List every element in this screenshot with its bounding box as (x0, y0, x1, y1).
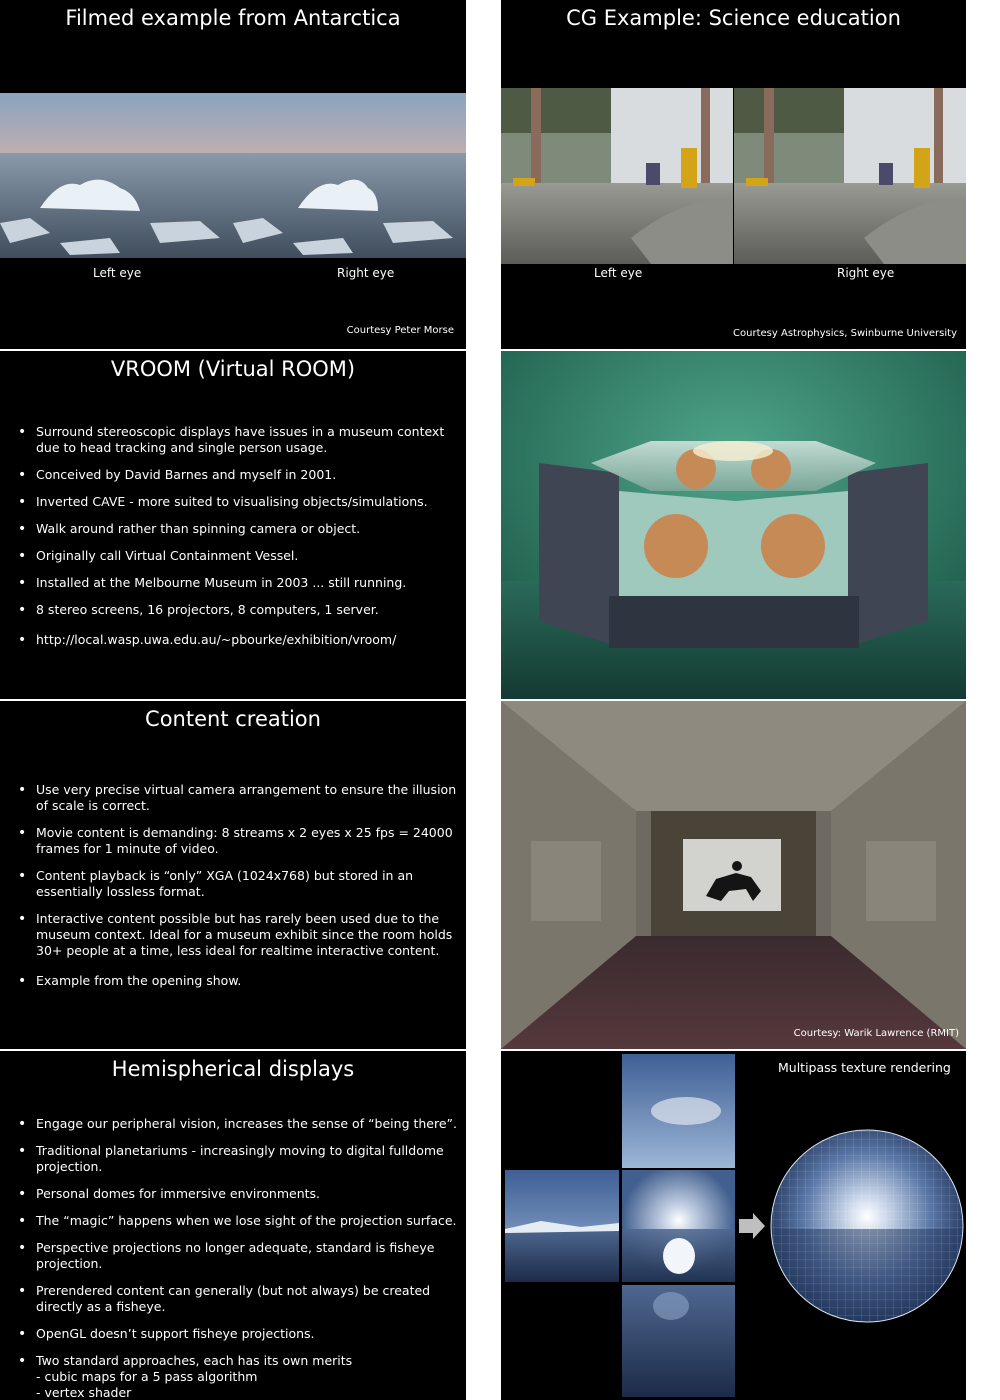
credit-text: Courtesy: Warik Lawrence (RMIT) (793, 1028, 959, 1039)
bullet-item: • Example from the opening show. (18, 973, 458, 989)
stereo-render-pair (501, 88, 966, 264)
left-eye-render (501, 88, 733, 264)
right-eye-render (734, 88, 966, 264)
bullet-item: • http://local.wasp.uwa.edu.au/~pbourke/exhibition/vroom/ (18, 632, 458, 648)
cube-face-left (505, 1170, 619, 1282)
bullet-item: • The “magic” happens when we lose sight of the projection surface. (18, 1213, 458, 1229)
bullet-item: • Inverted CAVE - more suited to visualising objects/simulations. (18, 494, 458, 510)
bullet-item: • Walk around rather than spinning camera or object. (18, 521, 458, 537)
bullet-item: • Installed at the Melbourne Museum in 2003 ... still running. (18, 575, 458, 591)
vroom-render-image (501, 351, 966, 699)
stereo-photo-pair (0, 93, 466, 258)
slide-cg-example (501, 0, 966, 349)
right-eye-photo (233, 93, 466, 258)
slide-vroom (0, 351, 466, 699)
slide-vroom-render (501, 351, 966, 699)
theatre-render-image (501, 701, 966, 1049)
slide-multipass-rendering (501, 1051, 966, 1400)
right-eye-label: Right eye (837, 266, 895, 280)
slide-antarctica (0, 0, 466, 349)
slide-content-creation (0, 701, 466, 1049)
bullet-sub-text: - cubic maps for a 5 pass algorithm (36, 1369, 258, 1384)
cube-face-top (622, 1054, 735, 1168)
slide-title: Filmed example from Antarctica (65, 6, 401, 30)
bullet-item: • Movie content is demanding: 8 streams x 2 eyes x 25 fps = 24000 frames for 1 minute of video. (18, 825, 458, 857)
arrow-icon (739, 1213, 765, 1239)
bullet-item: • OpenGL doesn’t support fisheye projections. (18, 1326, 458, 1342)
bullet-item: • Surround stereoscopic displays have issues in a museum context due to head tracking and single person usage. (18, 424, 458, 456)
bullet-item: • Traditional planetariums - increasingly moving to digital fulldome projection. (18, 1143, 458, 1175)
credit-text: Courtesy Peter Morse (346, 325, 454, 336)
slide-title: Hemispherical displays (111, 1057, 355, 1081)
slide-theatre-render (501, 701, 966, 1049)
bullet-item: • 8 stereo screens, 16 projectors, 8 computers, 1 server. (18, 602, 458, 618)
bullet-item: • Conceived by David Barnes and myself in 2001. (18, 467, 458, 483)
bullet-item: • Originally call Virtual Containment Vessel. (18, 548, 458, 564)
bullet-list (18, 782, 458, 1000)
cubemap-to-fisheye-diagram (501, 1051, 966, 1400)
slide-title: CG Example: Science education (566, 6, 901, 30)
bullet-list (18, 424, 458, 659)
slide-title: VROOM (Virtual ROOM) (110, 357, 356, 381)
bullet-item: • Interactive content possible but has rarely been used due to the museum context. Ideal for a museum exhibit since the room holds 30+ people at a time, less ideal for realtime interactive content. (18, 911, 458, 959)
right-eye-label: Right eye (337, 266, 395, 280)
bullet-item (18, 1353, 458, 1400)
bullet-item: • Personal domes for immersive environments. (18, 1186, 458, 1202)
cube-face-front (622, 1170, 735, 1282)
bullet-item: • Prerendered content can generally (but not always) be created directly as a fisheye. (18, 1283, 458, 1315)
left-eye-photo (0, 93, 233, 258)
bullet-item: • Content playback is “only” XGA (1024x768) but stored in an essentially lossless format. (18, 868, 458, 900)
fisheye-dome (771, 1130, 963, 1323)
bullet-main-text: • Two standard approaches, each has its own merits (36, 1353, 353, 1368)
credit-text: Courtesy Astrophysics, Swinburne University (733, 328, 957, 339)
left-eye-label: Left eye (594, 266, 643, 280)
bullet-item: • Use very precise virtual camera arrangement to ensure the illusion of scale is correct. (18, 782, 458, 814)
slide-hemispherical-displays (0, 1051, 466, 1400)
bullet-list (18, 1116, 458, 1400)
slide-title: Multipass texture rendering (778, 1060, 951, 1075)
slide-title: Content creation (145, 707, 321, 731)
cube-face-bottom (622, 1285, 735, 1397)
bullet-item: • Perspective projections no longer adequate, standard is fisheye projection. (18, 1240, 458, 1272)
left-eye-label: Left eye (93, 266, 142, 280)
bullet-item: • Engage our peripheral vision, increases the sense of “being there”. (18, 1116, 458, 1132)
bullet-sub-text: - vertex shader (36, 1385, 132, 1400)
